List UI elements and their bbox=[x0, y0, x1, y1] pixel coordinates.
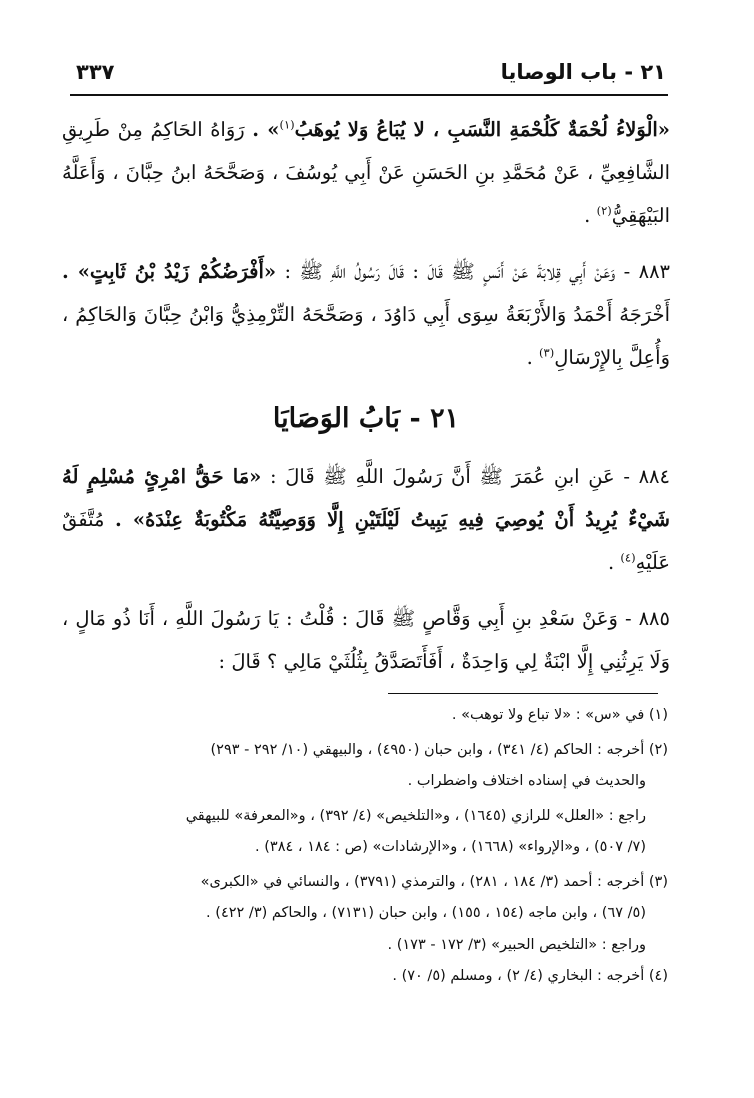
footnote-3-refer: وراجع : «التلخيص الحبير» (٣/ ١٧٢ - ١٧٣) . bbox=[387, 936, 646, 953]
footnote-2-refer-cont: (٧/ ٥٠٧) ، و«الإرواء» (١٦٦٨) ، و«الإرشادات» (ص : ١٨٤ ، ٣٨٤) . bbox=[255, 839, 646, 855]
carryover-quote-close: » . bbox=[252, 118, 280, 141]
running-header-chapter: ٢١ - باب الوصايا bbox=[500, 60, 666, 84]
footnote-separator bbox=[388, 693, 658, 694]
footnote-2-cont: والحديث في إسناده اختلاف واضطراب . bbox=[407, 773, 646, 789]
hadith-884 bbox=[62, 455, 670, 584]
running-header bbox=[70, 54, 666, 94]
footnote-ref-2: (٢) bbox=[596, 203, 612, 218]
footnote-ref-4: (٤) bbox=[620, 550, 636, 565]
hadith-885: ٨٨٥ - وَعَنْ سَعْدِ بنِ أَبِي وَقَّاصٍ ﷺ قَالَ : قُلْتُ : يَا رَسُولَ اللَّهِ ، أَنَا ذُو مَالٍ ، وَلَا يَرِثُنِي إِلَّا ابْنَةٌ لِي وَاحِدَةٌ ، أَفَأَتَصَدَّقُ بِثُلُثَيْ مَالِي ؟ قَالَ : bbox=[62, 607, 670, 673]
footnote-4: (٤) أخرجه : البخاري (٤/ ٢) ، ومسلم (٥/ ٧٠) . bbox=[392, 968, 668, 984]
carryover-paragraph bbox=[62, 108, 670, 237]
main-text bbox=[62, 108, 670, 683]
page-number: ٣٣٧ bbox=[76, 60, 115, 84]
hadith-883-quote: «أَفْرَضُكُمْ زَيْدُ بْنُ ثَابِتٍ» . bbox=[62, 260, 277, 283]
carryover-quote: «الْوَلاءُ لُحْمَةٌ كَلُحْمَةِ النَّسَبِ ، لا يُبَاعُ وَلا يُوهَبُ bbox=[294, 118, 670, 141]
hadith-883-end: . bbox=[526, 346, 540, 369]
footnote-3: (٣) أخرجه : أحمد (٣/ ١٨٤ ، ٢٨١) ، والترمذي (٣٧٩١) ، والنسائي في «الكبرى» bbox=[200, 873, 668, 890]
carryover-text: رَوَاهُ الحَاكِمُ مِنْ طَرِيقِ الشَّافِعِيِّ ، عَنْ مُحَمَّدِ بنِ الحَسَنِ عَنْ أَبِي يُوسُفَ ، وَصَحَّحَهُ ابنُ حِبَّانَ ، وَأَعَلَّهُ البَيْهَقِيُّ bbox=[62, 118, 670, 227]
footnote-2: (٢) أخرجه : الحاكم (٤/ ٣٤١) ، وابن حبان (٤٩٥٠) ، والبيهقي (١٠/ ٢٩٢ - ٢٩٣) bbox=[210, 741, 668, 758]
hadith-884-end: . bbox=[607, 551, 621, 574]
footnote-ref-3: (٣) bbox=[539, 345, 555, 360]
chapter-title: ٢١ - بَابُ الوَصَايَا bbox=[272, 403, 460, 434]
hadith-884-text: مُتَّفَقٌ عَلَيْهِ bbox=[62, 508, 670, 574]
carryover-end: . bbox=[584, 204, 597, 227]
footnote-ref-1: (١) bbox=[279, 117, 295, 132]
hadith-884-intro: ٨٨٤ - عَنِ ابنِ عُمَرَ ﷺ أَنَّ رَسُولَ اللَّهِ ﷺ قَالَ : bbox=[270, 465, 670, 488]
hadith-883-text: أَخْرَجَهُ أَحْمَدُ وَالأَرْبَعَةُ سِوَى أَبِي دَاوُدَ ، وَصَحَّحَهُ التِّرْمِذِيُّ وَابْنُ حِبَّانَ وَالحَاكِمُ ، وَأُعِلَّ بِالإِرْسَالِ bbox=[62, 303, 670, 369]
footnotes bbox=[64, 700, 668, 993]
hadith-883 bbox=[62, 250, 670, 379]
footnote-2-refer: راجع : «العلل» للرازي (١٦٤٥) ، و«التلخيص» (٤/ ٣٩٢) ، و«المعرفة» للبيهقي bbox=[185, 807, 646, 824]
hadith-883-intro: ٨٨٣ - وَعَنْ أَبِي قِلابَةَ عَنْ أَنَسٍ ﷺ قَالَ : قَالَ رَسُولُ اللَّهِ ﷺ : bbox=[284, 260, 671, 283]
header-rule bbox=[70, 94, 668, 96]
footnote-1: (١) في «س» : «لا تباع ولا توهب» . bbox=[451, 707, 668, 723]
footnote-3-cont: (٥/ ٦٧) ، وابن ماجه (١٥٤ ، ١٥٥) ، وابن حبان (٧١٣١) ، والحاكم (٣/ ٤٢٢) . bbox=[206, 905, 646, 921]
hadith-884-quote: «مَا حَقُّ امْرِئٍ مُسْلِمٍ لَهُ شَيْءٌ يُرِيدُ أَنْ يُوصِيَ فِيهِ يَبِيتُ لَيْلَتَيْنِ إِلَّا وَوَصِيَّتُهُ مَكْتُوبَةٌ عِنْدَهُ» . bbox=[62, 465, 670, 531]
